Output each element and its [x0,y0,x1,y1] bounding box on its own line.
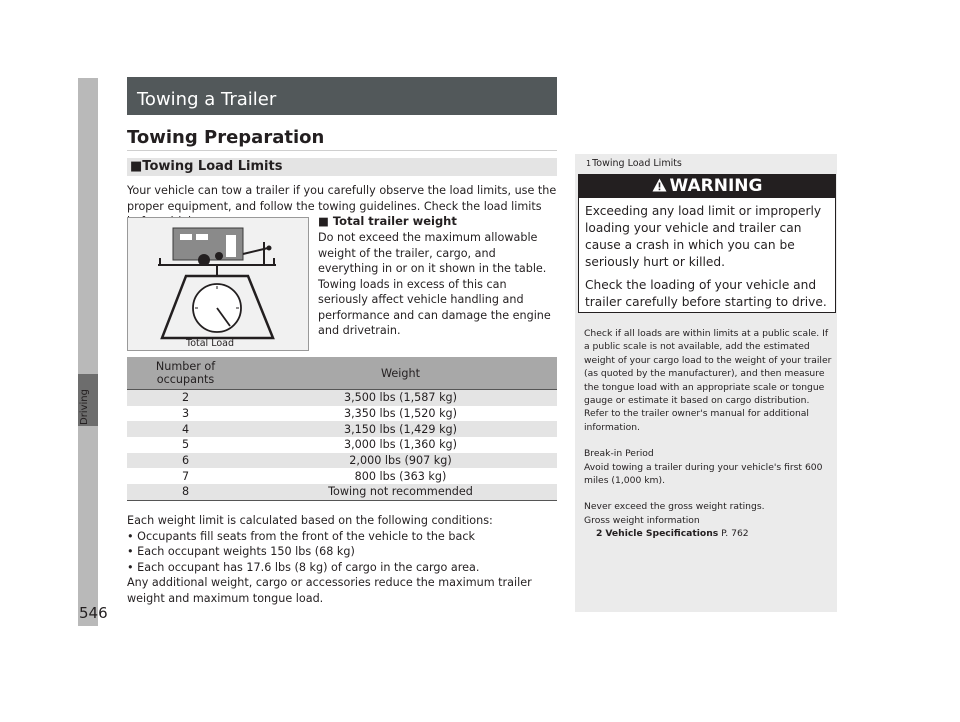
sidebar-body [584,327,832,554]
table-header-weight: Weight [244,357,557,390]
conditions-intro: Each weight limit is calculated based on the following conditions: [127,514,493,527]
vehicle-specifications-link[interactable] [584,528,749,539]
side-tab [78,78,98,626]
table-row [127,406,557,422]
table-cell-occupants: 5 [181,438,190,452]
weight-limits-table [127,357,557,501]
sidebar-heading: 1Towing Load Limits [586,158,682,169]
xref-arrow-icon: 2 [596,528,603,540]
total-weight-heading: ■ Total trailer weight [318,214,457,228]
gross-line-2: Gross weight information [584,514,700,526]
table-cell-weight: 2,000 lbs (907 kg) [244,453,557,469]
warning-text [585,203,831,317]
warning-paragraph: Check the loading of your vehicle and trailer carefully before starting to drive. [585,278,827,309]
conditions-bullet: • Occupants fill seats from the front of the vehicle to the back [127,529,475,543]
table-cell-weight: 3,000 lbs (1,360 kg) [343,438,458,452]
table-row [127,453,557,469]
sidebar-paragraph [584,447,832,487]
conditions-block [127,513,559,606]
break-in-title: Break-in Period [584,448,654,460]
conditions-bullet: • Each occupant weights 150 lbs (68 kg) [127,545,355,558]
table-cell-weight: Towing not recommended [244,484,557,500]
warning-triangle-icon [652,178,667,192]
sidebar-heading-number: 1 [586,159,592,168]
scale-illustration-icon [128,218,308,350]
heading-marker: ■ [130,159,143,174]
table-cell-occupants: 7 [181,469,190,483]
conditions-bullet: • Each occupant has 17.6 lbs (8 kg) of cargo in the cargo area. [127,560,480,574]
table-cell-weight: 800 lbs (363 kg) [354,469,447,483]
gross-line-1: Never exceed the gross weight ratings. [584,501,765,513]
warning-title-bar [578,174,836,198]
table-cell-occupants: 2 [127,390,244,406]
table-cell-weight: 3,500 lbs (1,587 kg) [244,390,557,406]
conditions-footer: Any additional weight, cargo or accessories reduce the maximum trailer weight and maximum tongue load. [127,576,532,605]
section-title: Towing a Trailer [137,89,277,110]
warning-paragraph: Exceeding any load limit or improperly loading your vehicle and trailer can cause a crash in which you can be seriously hurt or killed. [585,204,822,269]
bullet-icon: • [127,529,138,543]
intro-text: Your vehicle can tow a trailer if you carefully observe the load limits, use the proper equipment, and follow the towing guidelines. Check the load limits [127,184,557,213]
table-cell-occupants: 4 [127,421,244,437]
xref-page: P. 762 [721,528,749,540]
table-cell-occupants: 8 [127,484,244,500]
total-weight-text: Do not exceed the maximum allowable weight of the trailer, cargo, and everything in or on it shown in the table. Towing loads in excess of this can seriously affect vehicle handling and performance and can damage the engine and drivetrain. [318,231,551,337]
table-cell-weight: 3,150 lbs (1,429 kg) [244,421,557,437]
table-row [127,484,557,500]
table-cell-weight: 3,350 lbs (1,520 kg) [343,407,458,421]
subtitle-divider [127,150,557,151]
table-row [127,437,557,453]
heading-text: Towing Load Limits [142,159,283,174]
total-load-figure [127,217,309,351]
table-header-occupants: Number of occupants [127,357,244,390]
table-cell-occupants: 3 [181,407,190,421]
bullet-icon: • [127,545,138,558]
xref-text: Vehicle Specifications [605,528,719,540]
figure-label: Total Load [186,338,234,349]
sidebar-paragraph [584,500,832,540]
page-number: 546 [79,604,108,622]
table-row [127,468,557,484]
page-subtitle: Towing Preparation [127,127,325,148]
break-in-text: Avoid towing a trailer during your vehicle's first 600 miles (1,000 km). [584,461,823,487]
side-label-driving: Driving [79,389,90,425]
warning-title: WARNING [669,176,763,196]
bullet-icon: • [127,560,138,574]
sidebar-paragraph: Check if all loads are within limits at a public scale. If a public scale is not available, add the estimated weight of your cargo load to the weight of your trailer (as quoted by the manufacturer), and then measure the tongue load with an appropriate scale or tongue gauge or estimate it based on cargo distribution. Refer to the trailer owner's manual for additional information. [584,328,832,433]
load-limits-heading [130,159,282,174]
table-row [127,421,557,437]
table-cell-occupants: 6 [127,453,244,469]
table-row [127,390,557,406]
